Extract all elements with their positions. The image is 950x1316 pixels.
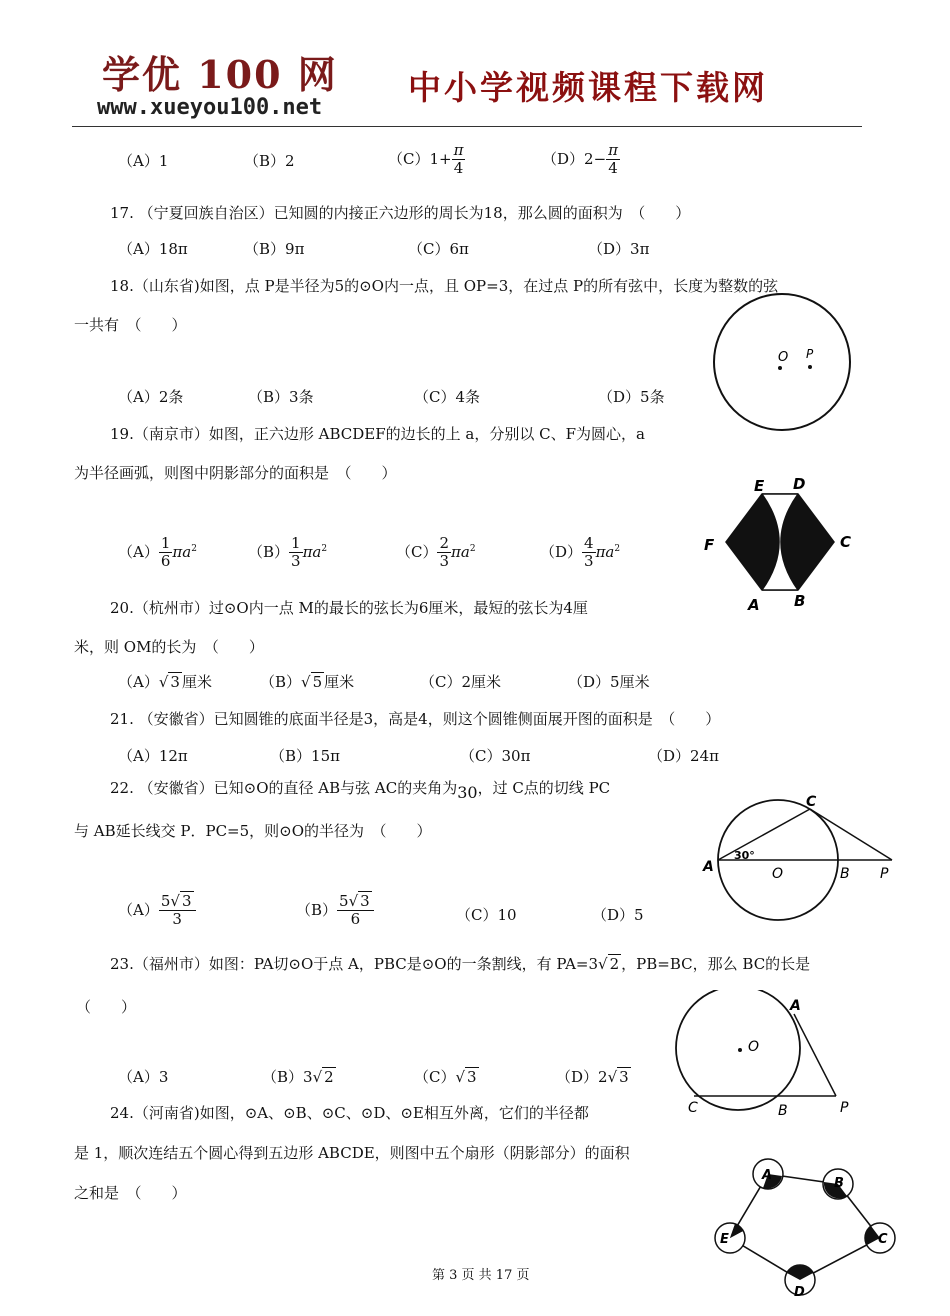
q22-option-d: （D）5 (592, 906, 644, 924)
q24-fig-d: D (794, 1285, 805, 1300)
page-footer: 第 3 页 共 17 页 (432, 1268, 530, 1283)
q16-option-d (542, 142, 620, 178)
q22-stem: 22. （安徽省）已知⊙O的直径 AB与弦 AC的夹角为30，过 C点的切线 PC (110, 779, 611, 802)
q16-d-pi: π (608, 141, 618, 159)
q20-stem: 20.（杭州市）过⊙O内一点 M的最长的弦长为6厘米，最短的弦长为4厘 (110, 599, 588, 617)
q24-stem3: 之和是 （ ） (74, 1184, 187, 1202)
q16-option-c (388, 142, 465, 178)
q16-c-four: 4 (453, 159, 464, 178)
q22-stem2: 与 AB延长线交 P．PC=5，则⊙O的半径为 （ ） (74, 822, 432, 840)
q23-stem: 23.（福州市）如图：PA切⊙O于点 A，PBC是⊙O的一条割线，有 PA=3√ 2 ，PB=BC，那么 BC的长是 (110, 955, 811, 973)
q20-option-d: （D）5厘米 (568, 673, 650, 691)
q19-fig-b: B (794, 592, 806, 610)
q22-option-a: （A） $\frac{5√ 3}{3}$ (118, 893, 196, 929)
q20-option-c: （C）2厘米 (420, 673, 502, 691)
q18-fig-p: P (806, 347, 814, 361)
q23-fig-a: A (790, 998, 801, 1014)
q19-fig-f: F (704, 536, 715, 554)
q16-c-prefix: （C）1+ (388, 149, 452, 168)
q17-option-c: （C）6π (408, 240, 469, 258)
q17-option-b: （B）9π (244, 240, 305, 258)
q22-fig-p: P (880, 866, 889, 882)
q24-stem2: 是 1，顺次连结五个圆心得到五边形 ABCDE，则图中五个扇形（阴影部分）的面积 (74, 1144, 630, 1162)
q21-option-b: （B）15π (270, 747, 340, 765)
q19-fig-a: A (748, 596, 760, 614)
site-logo: 学优 100 网 (102, 52, 338, 97)
q19-fig-e: E (754, 477, 765, 495)
q22-option-c: （C）10 (456, 906, 517, 924)
q21-stem: 21. （安徽省）已知圆锥的底面半径是3，高是4，则这个圆锥侧面展开图的面积是 （ ） (110, 710, 721, 728)
q18-figure (708, 290, 858, 436)
q21-option-d: （D）24π (648, 747, 719, 765)
q24-fig-b: B (834, 1176, 844, 1191)
q18-stem: 18.（山东省)如图，点 P是半径为5的⊙O内一点，且 OP=3，在过点 P的所有弦中，长度为整数的弦 (110, 277, 779, 295)
q21-option-c: （C）30π (460, 747, 531, 765)
q17-stem: 17. （宁夏回族自治区）已知圆的内接正六边形的周长为18，那么圆的面积为 （ ） (110, 204, 691, 222)
q18-option-c: （C）4条 (414, 388, 481, 406)
q18-option-d: （D）5条 (598, 388, 665, 406)
q18-fig-o: O (778, 350, 789, 365)
q17-option-a: （A）18π (118, 240, 188, 258)
q16-option-b: （B）2 (244, 152, 295, 170)
q23-fig-o: O (748, 1039, 760, 1055)
q22-option-b: （B） $\frac{5√ 3}{6}$ (296, 893, 374, 929)
q18-option-a: （A）2条 (118, 388, 184, 406)
q22-figure (700, 790, 900, 926)
q23-fig-c: C (688, 1100, 698, 1116)
q24-figure (708, 1152, 904, 1304)
q16-option-a: （A）1 (118, 152, 169, 170)
q22-fig-a: A (703, 859, 714, 875)
q22-fig-o: O (772, 866, 784, 882)
site-slogan: 中小学视频课程下载网 (408, 68, 768, 107)
q19-option-a: （A） $\frac{1}{6}$ $\pi a^2$ (118, 534, 197, 571)
q19-figure (698, 472, 864, 618)
q23-option-c: （C）√ 3 (414, 1068, 477, 1086)
q20-option-b: （B）√ 5 厘米 (260, 673, 355, 691)
q18-option-b: （B）3条 (248, 388, 314, 406)
q24-fig-a: A (762, 1168, 773, 1183)
q19-stem: 19.（南京市）如图，正六边形 ABCDEF的边长的上 a，分别以 C、F为圆心，a (110, 425, 645, 443)
q23-option-a: （A）3 (118, 1068, 169, 1086)
q21-option-a: （A）12π (118, 747, 188, 765)
q22-fig-c: C (806, 794, 817, 810)
q22-fig-angle: 30° (734, 849, 755, 862)
q17-option-d: （D）3π (588, 240, 650, 258)
q19-option-b: （B） $\frac{1}{3}$ $\pi a^2$ (248, 534, 328, 571)
q20-stem2: 米，则 OM的长为 （ ） (74, 638, 264, 656)
q16-d-four: 4 (608, 159, 618, 178)
q19-stem2: 为半径画弧，则图中阴影部分的面积是 （ ） (74, 464, 397, 482)
q19-option-c: （C） $\frac{2}{3}$ $\pi a^2$ (396, 534, 476, 571)
q24-fig-c: C (878, 1232, 888, 1247)
q22-fig-b: B (840, 866, 850, 882)
q24-fig-e: E (720, 1232, 729, 1247)
site-url[interactable]: www.xueyou100.net (97, 95, 323, 120)
q19-fig-c: C (840, 533, 852, 551)
q23-stem2: （ ） (76, 998, 137, 1016)
q16-d-prefix: （D）2− (542, 149, 607, 168)
q23-option-b: （B）3√ 2 (262, 1068, 334, 1086)
q23-figure (674, 990, 864, 1120)
q24-stem: 24.（河南省)如图，⊙A、⊙B、⊙C、⊙D、⊙E相互外离，它们的半径都 (110, 1104, 589, 1122)
q23-fig-p: P (840, 1100, 849, 1116)
header-divider (72, 126, 862, 127)
q19-option-d: （D） $\frac{4}{3}$ $\pi a^2$ (540, 534, 621, 571)
q23-fig-b: B (778, 1103, 788, 1119)
q19-fig-d: D (793, 475, 806, 493)
q20-option-a: （A）√ 3 厘米 (118, 673, 212, 691)
q16-c-pi: π (453, 141, 464, 159)
q23-option-d: （D）2√ 3 (556, 1068, 629, 1086)
q18-stem2: 一共有 （ ） (74, 316, 187, 334)
